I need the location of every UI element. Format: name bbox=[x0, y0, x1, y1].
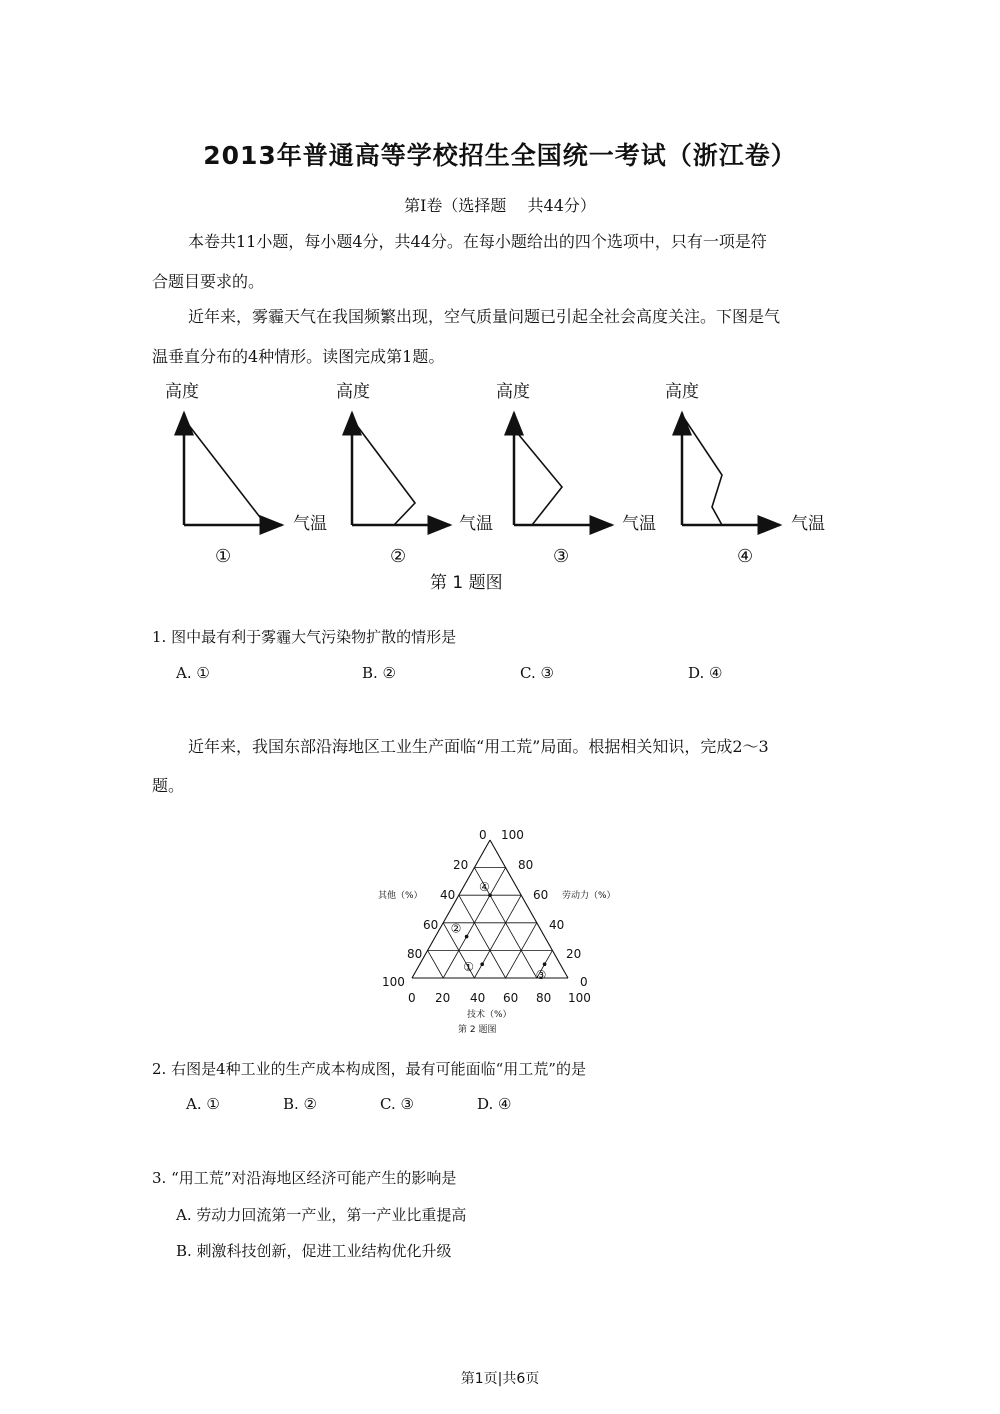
data-point-label: ① bbox=[463, 960, 474, 975]
right-tick: 80 bbox=[518, 858, 534, 872]
bottom-tick: 100 bbox=[568, 991, 591, 1005]
y-axis-label: 高度 bbox=[165, 382, 199, 402]
left-tick: 80 bbox=[407, 947, 423, 961]
grid-line bbox=[412, 840, 490, 978]
data-point bbox=[465, 935, 469, 939]
right-tick: 60 bbox=[533, 888, 549, 902]
right-tick: 100 bbox=[501, 828, 524, 842]
q3-option-a[interactable]: A. 劳动力回流第一产业，第一产业比重提高 bbox=[176, 1206, 467, 1224]
data-point bbox=[543, 962, 547, 966]
profile-panel-1 bbox=[165, 382, 327, 567]
q2-option-d[interactable]: D. ④ bbox=[477, 1095, 512, 1113]
panel-label: ① bbox=[215, 546, 232, 567]
panel-label: ④ bbox=[737, 546, 754, 567]
figure-2-ternary-diagram bbox=[370, 820, 620, 1040]
q1-option-b[interactable]: B. ② bbox=[362, 664, 397, 682]
right-tick: 0 bbox=[580, 975, 588, 989]
q3-option-b[interactable]: B. 刺激科技创新，促进工业结构优化升级 bbox=[176, 1242, 452, 1260]
grid-line bbox=[428, 950, 444, 978]
page-title: 2013年普通高等学校招生全国统一考试（浙江卷） bbox=[203, 141, 797, 170]
passage1-line-2: 温垂直分布的4种情形。读图完成第1题。 bbox=[152, 347, 445, 366]
y-axis-label: 高度 bbox=[496, 382, 530, 402]
question-1-stem: 1. 图中最有利于雾霾大气污染物扩散的情形是 bbox=[152, 628, 457, 646]
intro-line-2: 合题目要求的。 bbox=[152, 272, 265, 291]
passage1-line-1: 近年来，雾霾天气在我国频繁出现，空气质量问题已引起全社会高度关注。下图是气 bbox=[188, 307, 781, 326]
bottom-tick: 20 bbox=[435, 991, 451, 1005]
bottom-axis-label: 技术（%） bbox=[467, 1010, 512, 1020]
temperature-profile-line bbox=[514, 429, 562, 525]
left-tick: 40 bbox=[440, 888, 456, 902]
figure-1-temperature-profiles bbox=[150, 375, 870, 607]
q1-option-a[interactable]: A. ① bbox=[176, 664, 210, 682]
left-tick: 0 bbox=[479, 828, 487, 842]
section-subtitle: 第Ⅰ卷（选择题 共44分） bbox=[404, 196, 596, 215]
x-axis-label: 气温 bbox=[293, 514, 327, 534]
data-point-label: ② bbox=[450, 921, 462, 936]
question-3-stem: 3. “用工荒”对沿海地区经济可能产生的影响是 bbox=[152, 1169, 457, 1187]
q1-option-d[interactable]: D. ④ bbox=[688, 664, 723, 682]
left-tick: 20 bbox=[453, 858, 469, 872]
temperature-profile-line bbox=[682, 415, 722, 525]
y-axis-label: 高度 bbox=[336, 382, 370, 402]
page-footer: 第1页|共6页 bbox=[460, 1371, 540, 1387]
data-point bbox=[480, 962, 484, 966]
x-axis-label: 气温 bbox=[459, 514, 493, 534]
question-2-stem: 2. 右图是4种工业的生产成本构成图，最有可能面临“用工荒”的是 bbox=[152, 1060, 586, 1078]
panel-label: ② bbox=[390, 546, 407, 567]
passage2-line-2: 题。 bbox=[152, 776, 185, 795]
profile-panel-4 bbox=[665, 382, 825, 567]
left-axis-label: 其他（%） bbox=[378, 891, 423, 901]
x-axis-label: 气温 bbox=[622, 514, 656, 534]
q2-option-a[interactable]: A. ① bbox=[186, 1095, 220, 1113]
bottom-ticks bbox=[408, 991, 591, 1005]
left-tick: 100 bbox=[382, 975, 405, 989]
x-axis-label: 气温 bbox=[791, 514, 825, 534]
bottom-tick: 0 bbox=[408, 991, 416, 1005]
figure-2-caption: 第 2 题图 bbox=[458, 1025, 497, 1035]
y-axis-label: 高度 bbox=[665, 382, 699, 402]
left-tick: 60 bbox=[423, 918, 439, 932]
ternary-grid bbox=[412, 840, 568, 978]
q1-option-c[interactable]: C. ③ bbox=[520, 664, 554, 682]
q2-option-b[interactable]: B. ② bbox=[283, 1095, 318, 1113]
q2-option-c[interactable]: C. ③ bbox=[380, 1095, 414, 1113]
passage2-line-1: 近年来，我国东部沿海地区工业生产面临“用工荒”局面。根据相关知识，完成2～3 bbox=[188, 737, 769, 756]
panel-label: ③ bbox=[553, 546, 570, 567]
bottom-tick: 80 bbox=[536, 991, 552, 1005]
bottom-tick: 60 bbox=[503, 991, 519, 1005]
intro-line-1: 本卷共11小题，每小题4分，共44分。在每小题给出的四个选项中，只有一项是符 bbox=[188, 232, 767, 251]
figure-1-caption: 第 1 题图 bbox=[430, 573, 503, 593]
temperature-profile-line bbox=[184, 419, 266, 525]
profile-panel-2 bbox=[336, 382, 493, 567]
bottom-tick: 40 bbox=[470, 991, 486, 1005]
profile-panel-3 bbox=[496, 382, 656, 567]
right-tick: 20 bbox=[566, 947, 582, 961]
data-point-label: ④ bbox=[479, 880, 490, 895]
temperature-profile-line bbox=[352, 419, 415, 525]
data-point-label: ③ bbox=[535, 968, 547, 983]
right-tick: 40 bbox=[549, 918, 565, 932]
right-axis-label: 劳动力（%） bbox=[562, 891, 616, 901]
